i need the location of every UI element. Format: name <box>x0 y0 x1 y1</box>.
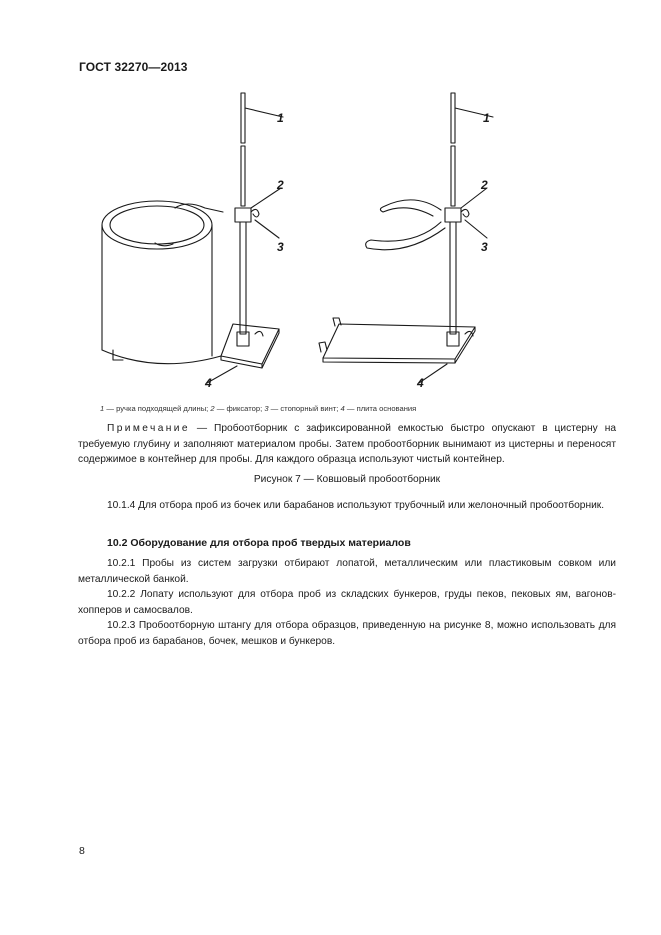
paragraph-10-2-1: 10.2.1 Пробы из систем загрузки отбирают лопатой, металлическим или пластиковым совком или металлической банкой. <box>78 558 616 585</box>
callout-1-left: 1 <box>277 111 284 125</box>
figure-note <box>78 421 616 468</box>
callout-4-left: 4 <box>205 376 212 390</box>
rod-right <box>445 93 473 346</box>
paragraph-10-2-2: 10.2.2 Лопату используют для отбора проб из складских бункеров, груды пеков, пековых ям, вагонов-хопперов и самосвалов. <box>78 589 616 616</box>
callout-2-right: 2 <box>481 178 488 192</box>
base-plate-right <box>319 318 475 363</box>
sampler-container-left <box>102 201 223 364</box>
callout-2-left: 2 <box>277 178 284 192</box>
figure-ladle-sampler <box>95 88 535 398</box>
callout-3-left: 3 <box>277 240 284 254</box>
callout-1-right: 1 <box>483 111 490 125</box>
sampler-ring-right <box>366 200 445 250</box>
callout-3-right: 3 <box>481 240 488 254</box>
page-number: 8 <box>79 845 85 857</box>
paragraph-10-1-4: 10.1.4 Для отбора проб из бочек или барабанов используют трубочный или желоночный пробоотборник. <box>107 500 605 511</box>
note-text: — Пробоотборник с зафиксированной емкостью быстро опускают в цистерну на требуемую глубину и заполняют материалом пробы. Затем пробоотборник вынимают из цистерны и переносят содержимое в контейнер для пробы. Для каждого образца используют чистый контейнер. <box>78 423 616 466</box>
document-header: ГОСТ 32270—2013 <box>79 60 188 74</box>
figure-caption: Рисунок 7 — Ковшовый пробоотборник <box>253 474 441 485</box>
section-title-10-2: 10.2 Оборудование для отбора проб твердых материалов <box>107 537 411 549</box>
paragraph-10-2-3: 10.2.3 Пробоотборную штангу для отбора образцов, приведенную на рисунке 8, можно использовать для отбора проб из барабанов, бочек, мешков и бункеров. <box>78 620 616 647</box>
note-label: Примечание <box>107 423 190 434</box>
base-plate-left <box>221 324 279 368</box>
figure-legend: 1 — ручка подходящей длины; 2 — фиксатор; 3 — стопорный винт; 4 — плита основания <box>100 404 417 413</box>
leader-3-right <box>465 220 487 238</box>
callout-4-right: 4 <box>417 376 424 390</box>
leader-3-left <box>255 220 279 238</box>
rod-left <box>235 93 263 346</box>
